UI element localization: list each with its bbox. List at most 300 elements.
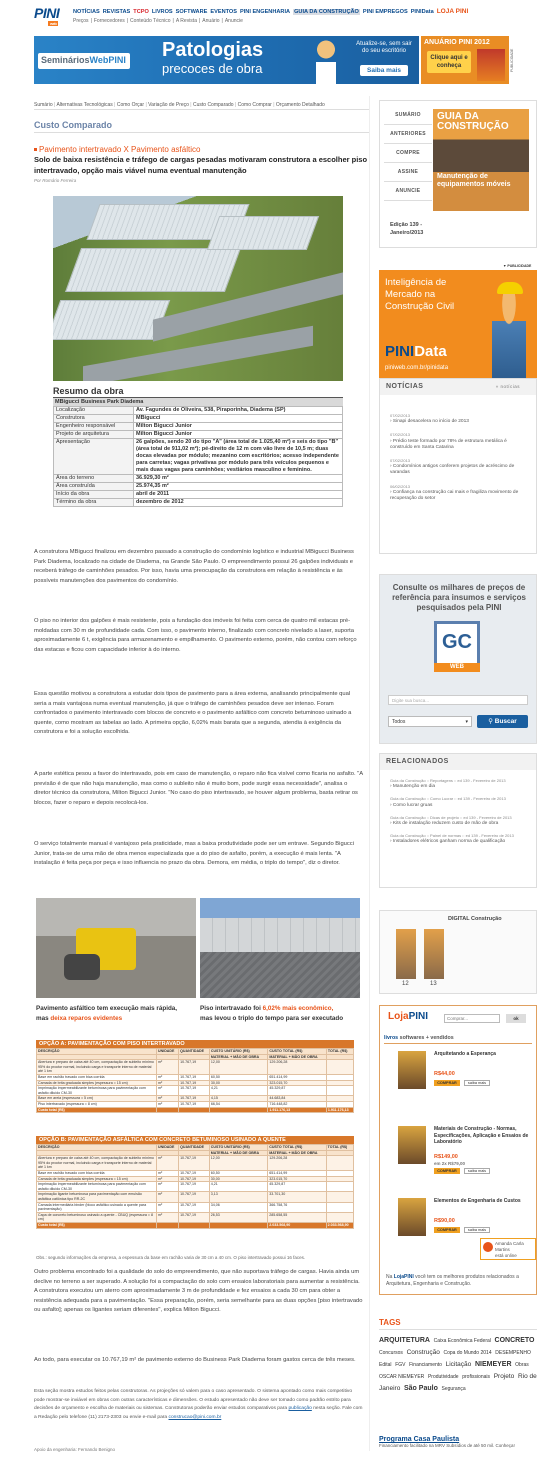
subnav-item[interactable]: Anuncie — [224, 18, 243, 24]
table-cell: 651.414,99 — [268, 1074, 327, 1080]
related-title[interactable]: › Kits de instalação reduzem custo de mão de obra — [390, 821, 499, 827]
table-cell: m² — [157, 1156, 179, 1171]
tag-link[interactable]: OSCAR NIEMEYER — [379, 1374, 425, 1380]
revista-menu-item[interactable]: ANUNCIE — [384, 182, 432, 201]
table-header-cell: TOTAL (R$) — [326, 1049, 353, 1055]
table-cell: 10.767,19 — [179, 1170, 210, 1176]
news-date: 07/02/2013 — [390, 458, 411, 464]
loja-tabs — [384, 1035, 454, 1041]
table-row — [37, 1222, 354, 1228]
table-header-cell: QUANTIDADE — [179, 1145, 210, 1151]
digital-title: DIGITAL Construção — [448, 916, 502, 922]
table-subheader-cell: MATERIAL + MÃO DE OBRA — [209, 1150, 267, 1156]
table-cell: 366.758,76 — [268, 1202, 326, 1212]
table-header-cell: QUANTIDADE — [179, 1049, 210, 1055]
table-cell — [179, 1107, 210, 1113]
table-cell: 12,00 — [209, 1060, 268, 1075]
related-item[interactable] — [380, 796, 536, 808]
revista-menu-item[interactable]: ANTERIORES — [384, 125, 432, 144]
revista-menu-item[interactable]: COMPRE — [384, 144, 432, 163]
aerial-photo — [53, 196, 343, 381]
table-cell: 45.329,87 — [268, 1086, 327, 1096]
digital-cover-13[interactable] — [424, 929, 444, 979]
noticias-box — [379, 378, 537, 554]
nav-item[interactable]: EVENTOS — [210, 9, 238, 15]
table-cell — [326, 1086, 353, 1096]
tag-link[interactable]: Concursos — [379, 1350, 403, 1356]
tag-cloud — [379, 1335, 537, 1395]
apoio-credit: Apoio da engenharia: Fernando Benigno — [34, 1447, 116, 1452]
digital-cover-12[interactable] — [396, 929, 416, 979]
product-name[interactable]: Elementos de Engenharia de Custos — [434, 1198, 521, 1204]
tag-link[interactable]: São Paulo — [404, 1385, 438, 1392]
table-cell: 60,50 — [209, 1074, 268, 1080]
table-header-cell: CUSTO UNITÁRIO (R$) — [209, 1049, 268, 1055]
tag-link[interactable]: ARQUITETURA — [379, 1337, 430, 1344]
table-cell: 12,00 — [209, 1156, 267, 1171]
product-name[interactable]: Materiais de Construção - Normas, Especificações, Aplicação e Ensaios de Laboratório — [434, 1126, 529, 1145]
table-cell: Base em areia (espessura = 5 cm) — [37, 1096, 157, 1102]
table-cell: Imprimação ligante betuminosa para pavimentação com emulsão asfáltica catiônica tipo RR-2C — [37, 1192, 157, 1202]
comprar-button[interactable]: COMPRAR — [434, 1168, 460, 1174]
table-cell: Abertura e preparo de caixa até 40 cm, compactação de subleito mínimo 95% do proctor normal, incluindo carga e transporte interno de material até 1 km — [37, 1156, 157, 1171]
table-cell — [209, 1107, 268, 1113]
table-cell: 10.767,19 — [179, 1192, 210, 1202]
resumo-value: Milton Bigucci Junior — [134, 423, 343, 431]
news-date: 06/02/2013 — [390, 483, 411, 489]
nav-separator: | — [126, 18, 129, 24]
table-cell — [326, 1192, 353, 1202]
table-row — [37, 1060, 354, 1075]
digital-number-13: 13 — [430, 981, 437, 987]
news-title[interactable]: › Condomínios antigos conferem projetos de acréscimo de varandas — [390, 464, 515, 476]
tag-link[interactable]: Construção — [406, 1349, 440, 1356]
table-cell: Camada intermediária binder (bloco asfáltico usinado a quente para pavimentação) — [37, 1202, 157, 1212]
table-cell: 10.767,19 — [179, 1086, 210, 1096]
resumo-value: 36.929,30 m² — [134, 475, 343, 483]
table-cell: m² — [157, 1176, 179, 1182]
nav-separator: | — [172, 18, 174, 24]
table-cell: 45.329,87 — [268, 1182, 326, 1192]
email-link[interactable]: construcao@pini.com.br — [168, 1414, 222, 1420]
table-header-cell: UNIDADE — [157, 1145, 179, 1151]
related-item[interactable] — [380, 815, 536, 827]
table-cell: Base em rachão travado com bica corrida — [37, 1170, 157, 1176]
cost-table-b-title: OPÇÃO B: PAVIMENTAÇÃO ASFÁLTICA COM CONCRETO BETUMINOSO USINADO A QUENTE — [36, 1136, 354, 1144]
nav-item[interactable]: PINI ENGENHARIA — [240, 9, 291, 15]
table-header-cell: CUSTO TOTAL (R$) — [268, 1145, 326, 1151]
breadcrumb-item[interactable]: Alternativas Tecnológicas | — [56, 102, 116, 108]
product-item — [384, 1051, 532, 1121]
tag-link[interactable]: NIEMEYER — [474, 1361, 512, 1368]
tag-link[interactable]: CONCRETO — [494, 1337, 535, 1344]
news-title[interactable]: › Confiança na construção cai mais e fragiliza movimento de recuperação do setor — [390, 489, 519, 502]
anuario-button[interactable]: Clique aqui e conheça — [427, 51, 471, 73]
digital-number-12: 12 — [402, 981, 409, 987]
table-cell: 10.767,19 — [179, 1080, 210, 1086]
news-title[interactable]: › Sinapi desacelera no início de 2013 — [390, 419, 469, 425]
subnav-item[interactable]: Conteúdo Técnico — [130, 18, 171, 24]
table-cell: Capa de concreto betuminoso usinado a quente - CBUQ (espessura = 8 cm) — [37, 1212, 157, 1222]
tab-livros[interactable]: livros — [384, 1035, 399, 1041]
table-cell: Imprimação impermeabilizante betuminosa para pavimentação com asfalto diluído CM-30 — [37, 1086, 157, 1096]
tag-link[interactable]: Financiamento — [409, 1362, 442, 1368]
resumo-row — [54, 431, 343, 439]
table-header-cell: UNIDADE — [157, 1049, 179, 1055]
related-title[interactable]: › Instaladores elétricos ganham norma de qualificação — [390, 839, 506, 845]
resumo-da-obra — [53, 386, 343, 507]
main-nav — [73, 8, 471, 15]
table-cell: 30,00 — [209, 1080, 268, 1086]
resumo-row — [54, 475, 343, 483]
paragraph-3: Essa questão motivou a construtora a estudar dois tipos de pavimento para a área externa, analisando principalmente qual seria a mais vantajosa numa eventual manutenção, já que o tráfego de caminhões pesados deve ser intenso. Foram confrontados o pavimento intertravado com blocos de concreto e o pavimento asfáltico com concreto betuminoso usinado a quente, como mostram as tabelas ao lado. A primeira opção, 6,02% mais barata que a segunda, atendia à exigência da construtora e foi a solução escolhida. — [34, 691, 352, 736]
table-cell: Abertura e preparo de caixa até 40 cm, compactação de subleito mínimo 95% do proctor normal, incluindo carga e transporte interno de material até 1 km — [37, 1060, 157, 1075]
paragraph-6: Outro problema encontrado foi a qualidade do solo do empreendimento, que não suportava tráfego de cargas. Havia ainda um declive no terreno a ser superado. A solução foi a compactação do solo com ensaios laboratoriais para aumentar a resistência. A construtora executou um aterro com aproximadamente 3 m de profundidade e fez ensaios a cada 30 cm para obter a resistência adequada para a pavimentação. "Essa preparação, porém, seria semelhante para as duas opções [piso intertravado ou asfalto]; apenas os ligantes seriam diferentes", explica Milton Bigucci. — [34, 1269, 363, 1314]
related-source: Guia da Construção :: Dicas de projeto :: ed 139 - Fevereiro de 2013 — [390, 814, 512, 820]
table-cell: 2.033.568,90 — [268, 1222, 326, 1228]
table-cell — [326, 1156, 353, 1171]
mais-noticias-link[interactable]: » notícias — [495, 384, 520, 389]
top-bar — [0, 0, 560, 32]
comprar-button[interactable]: COMPRAR — [434, 1227, 460, 1233]
anuario-banner[interactable] — [421, 36, 509, 84]
product-image[interactable] — [398, 1198, 426, 1236]
engineer-image — [483, 285, 535, 380]
banner-subtitle: precoces de obra — [162, 61, 263, 76]
tag-link[interactable]: Produtividade — [427, 1374, 459, 1380]
product-item — [384, 1126, 532, 1196]
table-row — [37, 1182, 354, 1192]
edition-label: Edição 139 - Janeiro/2013 — [390, 222, 424, 236]
table-cell: m² — [157, 1170, 179, 1176]
table-cell: m² — [157, 1074, 179, 1080]
table-cell: 60,50 — [209, 1170, 267, 1176]
resumo-key: Área do terreno — [54, 475, 134, 483]
resumo-value: MBigucci — [134, 415, 343, 423]
pinidata-banner[interactable] — [379, 270, 537, 380]
table-header-cell: CUSTO UNITÁRIO (R$) — [209, 1145, 267, 1151]
table-cell: 4,21 — [209, 1086, 268, 1096]
nav-item[interactable]: REVISTAS — [102, 9, 131, 15]
related-source: Guia da Construção :: Como Lucrar :: ed 139 - Fevereiro de 2013 — [390, 796, 506, 802]
table-cell: m² — [157, 1080, 179, 1086]
resumo-key: Área construída — [54, 483, 134, 491]
table-cell: 651.414,99 — [268, 1170, 326, 1176]
resumo-value: dezembro de 2012 — [134, 499, 343, 507]
saiba-mais-link[interactable]: saiba mais — [464, 1227, 490, 1233]
saiba-mais-link[interactable]: saiba mais — [464, 1168, 490, 1174]
tag-link[interactable]: FGV — [395, 1362, 406, 1368]
product-price: R$90,00 — [434, 1218, 455, 1224]
nav-item[interactable]: SOFTWARE — [175, 9, 208, 15]
nav-item[interactable]: PINIData — [410, 9, 434, 15]
news-item[interactable] — [380, 458, 536, 477]
anuario-title: ANUÁRIO PINI 2012 — [424, 39, 490, 46]
table-header-cell: DESCRIÇÃO — [37, 1145, 157, 1151]
relacionados-box — [379, 753, 537, 888]
table-cell: 285.658,55 — [268, 1212, 326, 1222]
chat-widget[interactable]: Amanda Carla Martins está online — [480, 1238, 536, 1260]
breadcrumb-item[interactable]: Custo Comparado | — [193, 102, 238, 108]
table-cell: m² — [157, 1212, 179, 1222]
subnav-item[interactable]: Anuário — [202, 18, 220, 24]
sub-nav — [73, 18, 245, 24]
table-header-cell: TOTAL (R$) — [326, 1145, 353, 1151]
related-item[interactable] — [380, 833, 536, 845]
nav-item[interactable]: PINI EMPREGOS — [362, 9, 408, 15]
asphalt-roller-photo — [36, 898, 196, 998]
tag-link[interactable]: Segurança — [441, 1386, 466, 1392]
table-cell: 10.767,19 — [179, 1202, 210, 1212]
loja-divider — [384, 1043, 532, 1044]
publicacao-link[interactable]: publicação — [288, 1406, 312, 1412]
cost-table-b — [36, 1136, 354, 1229]
table-cell — [326, 1212, 353, 1222]
table-cell: 4,15 — [209, 1096, 268, 1102]
magazine-cover[interactable] — [433, 109, 529, 211]
gc-logo[interactable]: GC — [434, 621, 480, 667]
nav-item[interactable]: LIVROS — [151, 9, 173, 15]
loja-ok-button[interactable]: ok — [506, 1014, 526, 1023]
table-cell: m² — [157, 1182, 179, 1192]
table-subheader-cell: MATERIAL + MÃO DE OBRA — [268, 1054, 327, 1060]
table-row — [37, 1212, 354, 1222]
paragraph-5: O serviço totalmente manual é vantajoso pela praticidade, mas a baixa produtividade pode ser um entrave. Segundo Bigucci Junior, trata-se de uma mão de obra menos especializada que a do piso de asfalto, porém, a execução é mais lenta. "A instalação é feita peça por peça e isso influencia no prazo da obra. Demora, em média, o triplo do tempo", diz o diretor. — [34, 841, 354, 867]
resumo-row — [54, 483, 343, 491]
loja-pini-logo[interactable]: LojaPINI — [388, 1011, 429, 1022]
resumo-key: Apresentação — [54, 439, 134, 475]
table-cell — [326, 1182, 353, 1192]
table-cell: 30,00 — [209, 1176, 267, 1182]
table-cell: m² — [157, 1202, 179, 1212]
table-row — [37, 1086, 354, 1096]
resumo-subtitle: MBigucci Business Park Diadema — [53, 398, 343, 406]
table-cell: 10.767,19 — [179, 1096, 210, 1102]
resumo-value: Av. Fagundes de Oliveira, 538, Piraporinha, Diadema (SP) — [134, 407, 343, 415]
guia-custos-box — [379, 574, 537, 744]
breadcrumb-item[interactable]: Como Orçar | — [117, 102, 148, 108]
table-cell: Camada de brita graduada simples (espessura = 15 cm) — [37, 1080, 157, 1086]
table-cell: 1.911.176,13 — [268, 1107, 327, 1113]
bullet-icon — [34, 148, 37, 151]
table-cell: 26,53 — [209, 1212, 267, 1222]
saiba-mais-link[interactable]: saiba mais — [464, 1080, 490, 1086]
nav-separator: | — [90, 18, 92, 24]
loja-footer-text: Na LojaPINI você tem os melhores produtos relacionados a Arquitetura, Engenharia e Construção. — [386, 1274, 519, 1287]
noticias-header: NOTÍCIAS » notícias — [380, 379, 536, 395]
table-row — [37, 1202, 354, 1212]
disclaimer: Esta seção mostra estudos feitos pelas construtoras. As projeções só valem para o caso apresentado. O sistema apontado como mais competitivo pode mostrar-se inviável em obras com outras características e dimensões. O estudo apresentado não deve ser tomado como padrão estrito para decisões de orçamento e escolha de materiais ou sistemas. Construtoras poderão enviar estudos comparativos para publicação nesta seção. Fale com a Redação pelo telefone (11) 2173-2303 ou envie e-mail para construcao@pini.com.br — [34, 1389, 363, 1420]
seminarios-web-logo: SemináriosWebPINI — [38, 53, 130, 69]
nav-item[interactable]: NOTÍCIAS — [73, 9, 100, 15]
banner-title: Patologias — [162, 39, 264, 61]
paragraph-2: O piso no interior dos galpões é mais resistente, pois a fundação dos imóveis foi feita com cerca de quatro mil estacas pré-moldadas com 30 m de profundidade cada. Com isso, o pavimento interno, finalizado com concreto nivelado a laser, suporta aproximadamente 6 t, exigência para armazenamento e empilhamento. O pavimento externo, porém, não contou com reforço das estacas e ficou com capacidade inferior à do interno. — [34, 618, 357, 653]
logo-sub: web — [50, 21, 57, 26]
revista-box — [379, 100, 537, 248]
news-title[interactable]: › Prédio teste formado por 78% de estrutura metálica é construído em Santa Catarina — [390, 438, 507, 450]
article-kicker: Pavimento intertravado X Pavimento asfáltico — [34, 145, 200, 154]
paragraph-7: Ao todo, para executar os 10.767,19 m² de pavimento externo do Business Park Diadema foram gastos cerca de três meses. — [34, 1357, 356, 1363]
tag-link[interactable]: Copa do Mundo 2014 — [443, 1350, 492, 1356]
tag-link[interactable]: profissionais — [462, 1374, 491, 1380]
product-image[interactable] — [398, 1051, 426, 1089]
revista-menu-item[interactable]: SUMÁRIO — [384, 106, 432, 125]
tags-header: TAGS — [379, 1318, 537, 1330]
casa-paulista-title[interactable]: Programa Casa Paulista — [379, 1436, 460, 1443]
search-icon: ⚲ — [488, 718, 495, 725]
table-cell: 10.767,19 — [179, 1182, 210, 1192]
nav-item[interactable]: TCPO — [133, 9, 149, 15]
breadcrumb-item[interactable]: Sumário | — [34, 102, 56, 108]
tab-mais-vendidos[interactable]: + vendidos — [425, 1035, 454, 1041]
table-cell: 323.015,70 — [268, 1080, 327, 1086]
table-cell: 2.033.568,90 — [326, 1222, 353, 1228]
related-source: Guia da Construção :: Reportagens :: ed 139 - Fevereiro de 2013 — [390, 778, 506, 783]
table-cell: 66,54 — [209, 1101, 268, 1107]
table-cell — [179, 1222, 210, 1228]
nav-separator: | — [198, 18, 201, 24]
table-cell — [326, 1060, 353, 1075]
resumo-row — [54, 499, 343, 507]
publicidade-label: PUBLICIDADE — [510, 48, 514, 72]
gc-text: Consulte os milhares de preços de referência para insumos e serviços pesquisados pela PINI — [392, 583, 526, 612]
saiba-mais-button[interactable]: Saiba mais — [360, 65, 408, 76]
cover-title: GUIA DA CONSTRUÇÃO — [437, 111, 509, 132]
table-cell: 4,21 — [209, 1182, 267, 1192]
pini-logo[interactable]: PINI web — [34, 5, 60, 26]
table-cell: 34,06 — [209, 1202, 267, 1212]
resumo-key: Construtora — [54, 415, 134, 423]
subnav-item[interactable]: Fornecedores — [93, 18, 125, 24]
resumo-key: Início da obra — [54, 491, 134, 499]
hard-hat-image — [497, 282, 523, 294]
comprar-button[interactable]: COMPRAR — [434, 1080, 460, 1086]
nav-item[interactable]: GUIA DA CONSTRUÇÃO — [294, 9, 359, 15]
breadcrumb-item[interactable]: Orçamento Detalhado — [275, 102, 325, 108]
tab-softwares[interactable]: softwares — [399, 1035, 425, 1041]
news-item[interactable] — [380, 484, 536, 503]
table-cell — [157, 1107, 179, 1113]
table-cell: Imprimação impermeabilizante betuminosa para pavimentação com asfalto diluído CM-30 — [37, 1182, 157, 1192]
table-header-cell: DESCRIÇÃO — [37, 1049, 157, 1055]
casa-paulista-text: Financiamento facilitado na MRV Subsídios de até 50 mil. Conheça! — [379, 1443, 515, 1448]
table-cell: 44.683,84 — [268, 1096, 327, 1102]
gc-category-select[interactable]: Todos ▾ — [388, 716, 472, 727]
table-cell: 10.767,19 — [179, 1074, 210, 1080]
table-cell — [157, 1222, 179, 1228]
section-divider — [34, 132, 369, 133]
table-row — [37, 1192, 354, 1202]
resumo-key: Término da obra — [54, 499, 134, 507]
table-header-cell: CUSTO TOTAL (R$) — [268, 1049, 327, 1055]
subnav-item[interactable]: Preços — [73, 18, 89, 24]
publicidade-label-2: ▼ PUBLICIDADE — [503, 264, 532, 268]
article-author: Por Romário Ferreira — [34, 178, 77, 183]
cost-table-a — [36, 1040, 354, 1113]
breadcrumb-item[interactable]: Variação de Preço | — [148, 102, 193, 108]
product-image[interactable] — [398, 1126, 426, 1164]
table-cell: 3,13 — [209, 1192, 267, 1202]
news-item[interactable] — [380, 432, 536, 451]
related-title[interactable]: › Como lucrar gruas — [390, 802, 433, 808]
table-cell: 1.911.176,13 — [326, 1107, 353, 1113]
news-item[interactable] — [380, 413, 536, 425]
table-cell: m² — [157, 1086, 179, 1096]
table-cell: Piso intertravado (espessura = 8 cm) — [37, 1101, 157, 1107]
tag-link[interactable]: Licitação — [445, 1361, 472, 1368]
resumo-value: 25.974,35 m² — [134, 483, 343, 491]
article-headline: Solo de baixa resistência e tráfego de cargas pesadas motivaram construtora a escolher piso intertravado, opção mais viável numa eventual manutenção — [34, 155, 368, 175]
tag-link[interactable]: Caixa Econômica Federal — [433, 1338, 491, 1344]
loja-pini-box — [379, 1005, 537, 1295]
anuario-book-image — [477, 49, 505, 81]
table-row — [37, 1107, 354, 1113]
revista-menu — [384, 106, 432, 201]
resumo-row — [54, 407, 343, 415]
table-cell: 129.206,28 — [268, 1060, 327, 1075]
table-cell: Custo total (R$) — [37, 1222, 157, 1228]
related-title[interactable]: › Manutenção em dia — [390, 784, 436, 790]
tag-link[interactable]: Edital — [379, 1362, 392, 1368]
product-installments: em 2x R$79,00 — [434, 1161, 466, 1166]
table-cell: 10.767,19 — [179, 1212, 210, 1222]
resumo-value: abril de 2011 — [134, 491, 343, 499]
banner-person-image — [306, 38, 346, 84]
section-title: Custo Comparado — [34, 120, 113, 130]
resumo-key: Engenheiro responsável — [54, 423, 134, 431]
resumo-row — [54, 439, 343, 475]
table-note: Obs.: segundo informações da empresa, a espessura da base em rachão varia de 30 cm a 40 cm. O piso intertravado possui 16 faces. — [36, 1255, 306, 1260]
gc-search-input[interactable]: Digite sua busca... — [388, 695, 528, 705]
tag-link[interactable]: DESEMPENHO — [495, 1350, 531, 1356]
seminarios-banner[interactable] — [34, 36, 419, 84]
breadcrumb-item[interactable]: Como Comprar | — [238, 102, 276, 108]
table-cell: 10.767,19 — [179, 1176, 210, 1182]
paragraph-4: A parte estética pesou a favor do intertravado, pois em caso de manutenção, o reparo não fica visível como ficaria no asfalto. "A previsão é de que não haja manutenção, mas como o subleito não é muito bom, pode surgir essa necessidade", analisa o diretor técnico da construtora, Milton Bigucci Junior. "No caso do piso intertravado, se houver algum problema, basta retirar os blocos, fazer o reparo e depois recolocá-los. — [34, 771, 363, 806]
gc-web-label: WEB — [434, 663, 480, 672]
product-name[interactable]: Arquitetando a Esperança — [434, 1051, 496, 1057]
gc-search-button[interactable]: ⚲ Buscar — [477, 715, 528, 728]
pinidata-logo: PINIData — [385, 343, 447, 360]
resumo-title: Resumo da obra — [53, 386, 343, 398]
product-price: R$149,00 — [434, 1154, 458, 1160]
table-cell: 716.448,82 — [268, 1101, 327, 1107]
casa-paulista-ad[interactable] — [379, 1436, 537, 1449]
photo-caption-left: Pavimento asfáltico tem execução mais rápida, mas deixa reparos evidentes — [36, 1005, 178, 1022]
related-item[interactable] — [380, 778, 536, 790]
pinidata-text: Inteligência de Mercado na Construção Civil — [385, 277, 455, 312]
table-cell: 10.767,19 — [179, 1101, 210, 1107]
paragraph-1: A construtora MBigucci finalizou em dezembro passado a construção do condomínio logístico e industrial MBigucci Business Park Diadema, localizado na cidade de Diadema, na Grande São Paulo. O empreendimento possui 26 galpões individuais e receberá tráfego de caminhões pesados. Por isso, havia uma preocupação da construtora em relação à resistência e às possíveis manutenções dos pavimentos do condomínio. — [34, 549, 354, 584]
tag-link[interactable]: Rio de Janeiro — [379, 1373, 537, 1392]
table-cell: 10.767,19 — [179, 1156, 210, 1171]
tag-link[interactable]: Projeto — [493, 1373, 515, 1380]
nav-item[interactable]: LOJA PINI — [436, 8, 469, 15]
banner-cta-text: Atualize-se, sem sair do seu escritório — [356, 41, 412, 54]
table-cell: m² — [157, 1101, 179, 1107]
resumo-row — [54, 415, 343, 423]
table-cell: 323.015,70 — [268, 1176, 326, 1182]
related-source: Guia da Construção :: Painel de normas :: ed 139 - Fevereiro de 2013 — [390, 833, 514, 839]
table-cell: m² — [157, 1060, 179, 1075]
tag-link[interactable]: Obras — [515, 1362, 529, 1368]
revista-menu-item[interactable]: ASSINE — [384, 163, 432, 182]
chevron-down-icon: ▾ — [465, 719, 468, 725]
table-cell: Base em rachão travado com bica corrida — [37, 1074, 157, 1080]
subnav-item[interactable]: A Revista — [175, 18, 197, 24]
table-cell — [209, 1222, 267, 1228]
loja-search-input[interactable]: Comprar... — [444, 1014, 500, 1023]
